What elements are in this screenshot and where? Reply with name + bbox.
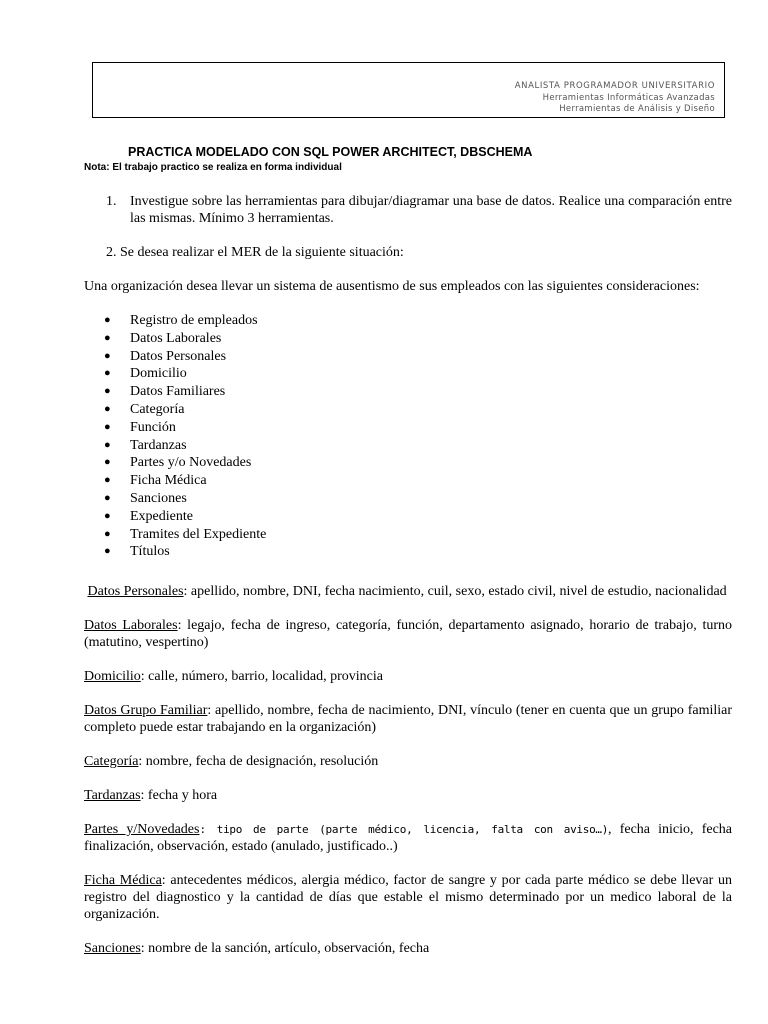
def-datos-personales-text: : apellido, nombre, DNI, fecha nacimiento, cuil, sexo, estado civil, nivel de estudio, nacionalidad — [183, 584, 727, 600]
def-tardanzas-text: : fecha y hora — [140, 788, 218, 804]
question-1 — [84, 193, 732, 227]
term-sanciones: Sanciones — [84, 941, 141, 957]
term-grupo-familiar: Datos Grupo Familiar — [84, 703, 208, 719]
header-subject: Herramientas de Análisis y Diseño — [559, 104, 715, 114]
def-datos-laborales — [84, 617, 732, 651]
bullet-item — [84, 401, 732, 419]
bullet-icon: ● — [104, 314, 111, 326]
def-datos-personales — [84, 583, 732, 600]
def-sanciones-text: : nombre de la sanción, artículo, observación, fecha — [140, 941, 430, 957]
bullet-text: Ficha Médica — [130, 473, 207, 489]
bullet-text: Domicilio — [130, 366, 187, 382]
def-ficha-medica-text: : antecedentes médicos, alergia médico, factor de sangre y por cada parte médico se debe llevar un registro del diagnostico y la cantidad de días que estable el mismo determinado por un medico laboral de la organización. — [84, 873, 732, 923]
def-tardanzas — [84, 787, 732, 804]
bullet-icon: ● — [104, 402, 111, 415]
term-datos-personales: Datos Personales — [87, 584, 184, 600]
header-program: ANALISTA PROGRAMADOR UNIVERSITARIO — [514, 81, 715, 91]
header-course: Herramientas Informáticas Avanzadas — [542, 92, 715, 103]
bullet-item — [84, 383, 732, 401]
header-box — [92, 62, 725, 118]
term-datos-laborales: Datos Laborales — [84, 618, 178, 634]
def-sanciones — [84, 940, 732, 957]
def-partes-novedades-text: , fecha inicio, fecha finalización, observación, estado (anulado, justificado..) — [84, 822, 732, 855]
term-partes-novedades: Partes y/Novedades — [84, 822, 200, 838]
bullet-icon: ● — [104, 509, 111, 522]
bullet-icon: ● — [104, 420, 111, 433]
document-body — [84, 193, 732, 957]
note-text: Nota: El trabajo practico se realiza en forma individual — [84, 162, 342, 173]
bullet-icon: ● — [104, 545, 111, 558]
bullet-text: Partes y/o Novedades — [130, 455, 252, 471]
bullet-icon: ● — [104, 367, 111, 380]
bullet-item — [84, 454, 732, 472]
bullet-text: Tardanzas — [130, 437, 187, 453]
def-categoria-text: : nombre, fecha de designación, resolución — [138, 754, 379, 770]
term-tardanzas: Tardanzas — [84, 788, 141, 804]
bullet-item — [84, 543, 732, 561]
question-1-number: 1. — [106, 194, 117, 209]
def-grupo-familiar-text: : apellido, nombre, fecha de nacimiento, DNI, vínculo (tener en cuenta que un grupo familiar completo puede estar trabajando en la organización) — [84, 703, 733, 736]
bullet-item — [84, 419, 732, 437]
bullet-text: Sanciones — [130, 490, 187, 506]
def-ficha-medica — [84, 872, 732, 923]
bullet-text: Datos Personales — [130, 348, 227, 364]
term-ficha-medica: Ficha Médica — [84, 873, 162, 889]
bullet-icon: ● — [104, 456, 111, 469]
def-datos-laborales-text: : legajo, fecha de ingreso, categoría, función, departamento asignado, horario de trabajo, turno (matutino, vespertino) — [84, 618, 733, 651]
term-categoria: Categoría — [84, 754, 139, 770]
bullet-text: Función — [130, 419, 176, 435]
bullet-text: Categoría — [130, 401, 185, 417]
bullet-item — [84, 365, 732, 383]
def-partes-novedades — [84, 821, 732, 855]
bullet-item — [84, 526, 732, 544]
question-1-text: Investigue sobre las herramientas para dibujar/diagramar una base de datos. Realice una comparación entre las mismas. Mínimo 3 herramientas. — [130, 194, 732, 226]
bullet-item — [84, 508, 732, 526]
bullet-list — [84, 312, 732, 561]
question-2: 2. Se desea realizar el MER de la siguiente situación: — [106, 245, 404, 260]
def-domicilio-text: : calle, número, barrio, localidad, provincia — [140, 669, 383, 685]
def-categoria — [84, 753, 732, 770]
term-domicilio: Domicilio — [84, 669, 141, 685]
bullet-text: Títulos — [130, 544, 170, 560]
bullet-text: Datos Familiares — [130, 384, 226, 400]
def-partes-tipo-text: : tipo de parte (parte médico, licencia, falta con aviso…) — [199, 823, 609, 837]
bullet-text: Tramites del Expediente — [130, 526, 267, 542]
bullet-icon: ● — [104, 385, 111, 398]
intro-paragraph: Una organización desea llevar un sistema de ausentismo de sus empleados con las siguientes consideraciones: — [84, 279, 700, 294]
bullet-item — [84, 437, 732, 455]
bullet-text: Expediente — [130, 508, 193, 524]
def-grupo-familiar — [84, 702, 732, 736]
def-domicilio — [84, 668, 732, 685]
bullet-item — [84, 312, 732, 330]
bullet-icon: ● — [104, 527, 111, 540]
bullet-icon: ● — [104, 331, 111, 344]
bullet-text: Registro de empleados — [130, 313, 258, 328]
header-text — [515, 81, 715, 116]
bullet-item — [84, 330, 732, 348]
bullet-icon: ● — [104, 349, 111, 362]
page-title: PRACTICA MODELADO CON SQL POWER ARCHITECT, DBSCHEMA — [128, 145, 533, 159]
bullet-icon: ● — [104, 491, 111, 504]
bullet-item — [84, 472, 732, 490]
bullet-icon: ● — [104, 438, 111, 451]
bullet-item — [84, 490, 732, 508]
bullet-icon: ● — [104, 474, 111, 487]
bullet-text: Datos Laborales — [130, 330, 222, 346]
bullet-item — [84, 348, 732, 366]
